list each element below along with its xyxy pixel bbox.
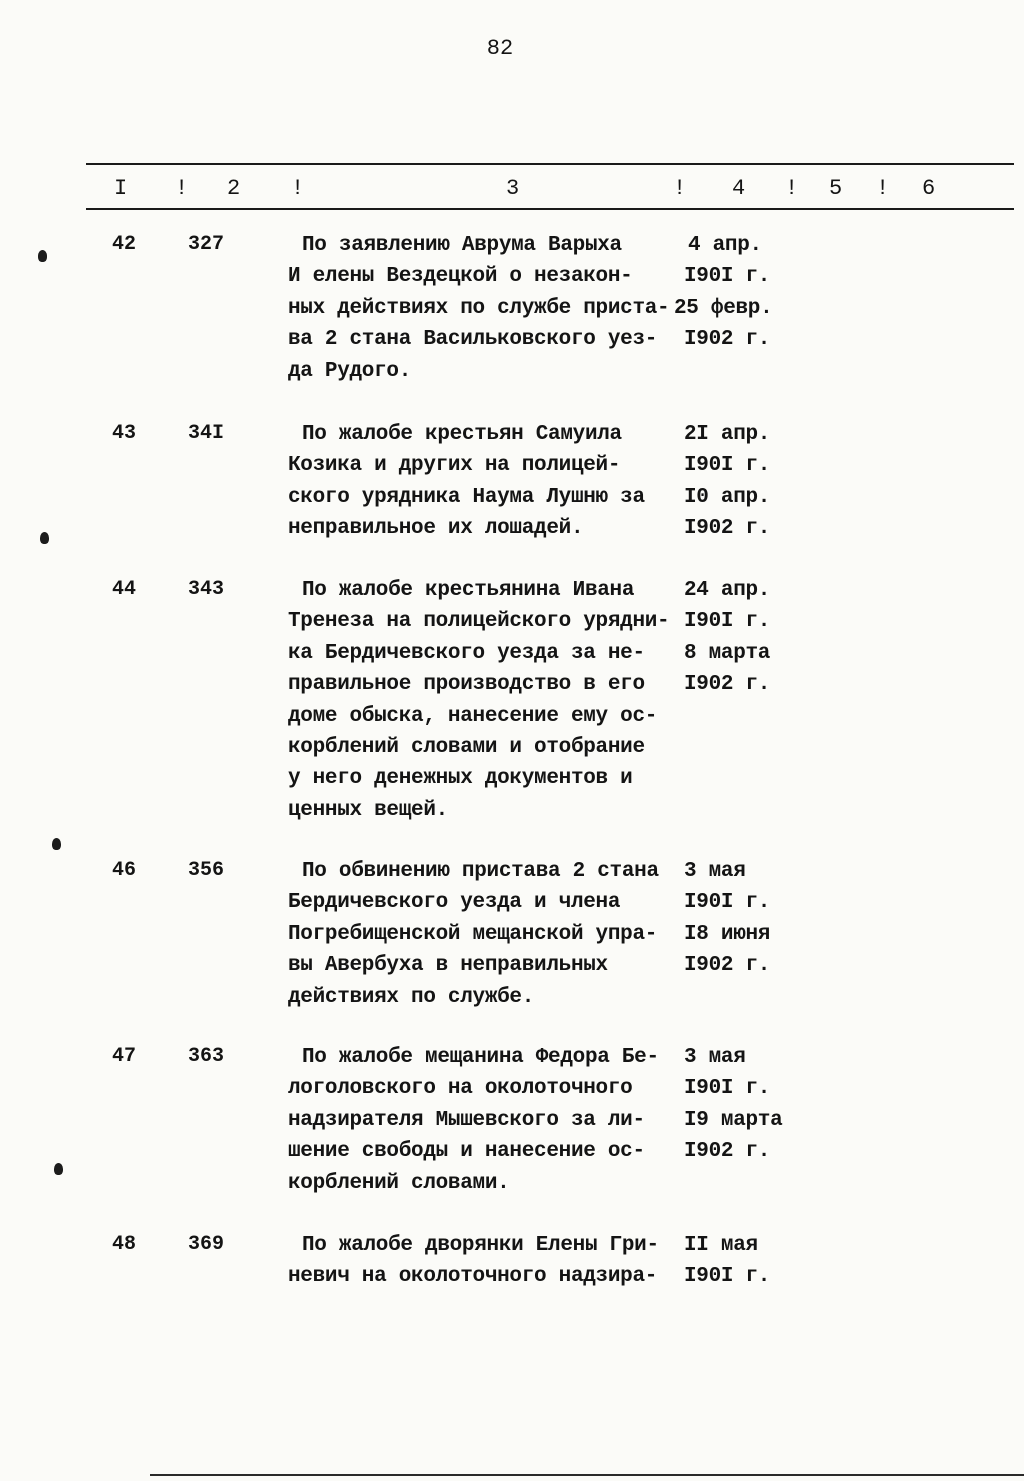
header-sep4: ! xyxy=(785,176,799,201)
date-line: I902 г. xyxy=(684,954,771,978)
header-col1: I xyxy=(114,176,128,201)
file-number: 34I xyxy=(188,422,225,445)
description-line: правильное производство в его xyxy=(288,673,645,697)
date-line: 8 марта xyxy=(684,641,771,665)
binding-mark xyxy=(40,532,49,544)
description-line: По жалобе крестьян Самуила xyxy=(302,423,622,446)
description-line: Погребищенской мещанской упра- xyxy=(288,922,658,946)
description-line: у него денежных документов и xyxy=(288,767,633,791)
date-line: I90I г. xyxy=(684,610,771,634)
description-line: ка Бердичевского уезда за не- xyxy=(288,641,645,665)
entry-dates xyxy=(684,419,814,545)
date-line: 2I апр. xyxy=(684,423,771,446)
description-line: ва 2 стана Васильковского уез- xyxy=(288,328,658,352)
description-line: логоловского на околоточного xyxy=(288,1077,633,1101)
description-line: корблений словами и отобрание xyxy=(288,735,645,759)
description-line: доме обыска, нанесение ему ос- xyxy=(288,704,658,728)
header-col3: 3 xyxy=(506,176,520,201)
entry-description xyxy=(288,1042,688,1199)
date-line: 3 мая xyxy=(684,860,746,883)
date-line: 24 апр. xyxy=(684,579,771,602)
description-line: Бердичевского уезда и члена xyxy=(288,891,621,915)
header-sep3: ! xyxy=(673,176,687,201)
description-line: корблений словами. xyxy=(288,1171,510,1195)
description-line: По жалобе крестьянина Ивана xyxy=(302,579,635,602)
binding-mark xyxy=(54,1163,63,1175)
entry-dates xyxy=(674,230,814,356)
entry-description xyxy=(288,575,688,826)
description-line: ценных вещей. xyxy=(288,798,448,822)
date-line: I8 июня xyxy=(684,922,771,946)
header-top-rule xyxy=(86,163,1014,165)
date-line: I902 г. xyxy=(684,673,771,697)
date-line: I902 г. xyxy=(684,517,771,541)
description-line: действиях по службе. xyxy=(288,985,535,1009)
description-line: да Рудого. xyxy=(288,359,412,383)
entry-description xyxy=(288,856,688,1013)
date-line: I90I г. xyxy=(684,1077,771,1101)
header-sep5: ! xyxy=(876,176,890,201)
entry-dates xyxy=(684,1042,814,1168)
date-line: I90I г. xyxy=(684,1265,771,1289)
file-number: 343 xyxy=(188,578,225,601)
date-line: I90I г. xyxy=(684,265,771,289)
entry-number: 42 xyxy=(112,233,137,256)
date-line: I0 апр. xyxy=(684,485,771,509)
bottom-edge-rule xyxy=(150,1474,1024,1476)
description-line: По жалобе дворянки Елены Гри- xyxy=(302,1234,659,1257)
entry-description xyxy=(288,419,688,545)
description-line: И елены Вездецкой о незакон- xyxy=(288,265,633,289)
description-line: По заявлению Аврума Варыха xyxy=(302,234,622,257)
description-line: Тренеза на полицейского урядни- xyxy=(288,610,670,634)
header-col5: 5 xyxy=(829,176,843,201)
entry-number: 47 xyxy=(112,1045,137,1068)
file-number: 327 xyxy=(188,233,225,256)
description-line: шение свободы и нанесение ос- xyxy=(288,1140,645,1164)
date-line: I902 г. xyxy=(684,328,771,352)
entry-number: 46 xyxy=(112,859,137,882)
description-line: надзирателя Мышевского за ли- xyxy=(288,1108,645,1132)
description-line: ского урядника Наума Лушню за xyxy=(288,485,645,509)
file-number: 363 xyxy=(188,1045,225,1068)
page-number: 82 xyxy=(486,36,514,61)
entry-description xyxy=(288,230,688,387)
date-line: 4 апр. xyxy=(688,234,762,257)
header-col2: 2 xyxy=(227,176,241,201)
header-col6: 6 xyxy=(922,176,936,201)
header-col4: 4 xyxy=(732,176,746,201)
description-line: По жалобе мещанина Федора Бе- xyxy=(302,1046,659,1069)
entry-number: 44 xyxy=(112,578,137,601)
description-line: неправильное их лошадей. xyxy=(288,517,584,541)
description-line: вы Авербуха в неправильных xyxy=(288,954,608,978)
entry-number: 43 xyxy=(112,422,137,445)
date-line: 25 февр. xyxy=(674,296,773,320)
date-line: I9 марта xyxy=(684,1108,783,1132)
date-line: I90I г. xyxy=(684,454,771,478)
date-line: I902 г. xyxy=(684,1140,771,1164)
date-line: II мая xyxy=(684,1234,758,1257)
description-line: Козика и других на полицей- xyxy=(288,454,621,478)
binding-mark xyxy=(38,250,47,262)
file-number: 356 xyxy=(188,859,225,882)
entry-number: 48 xyxy=(112,1233,137,1256)
header-sep1: ! xyxy=(175,176,189,201)
entry-dates xyxy=(684,856,814,982)
date-line: 3 мая xyxy=(684,1046,746,1069)
header-bottom-rule xyxy=(86,208,1014,210)
description-line: ных действиях по службе приста- xyxy=(288,296,670,320)
header-sep2: ! xyxy=(291,176,305,201)
entry-description xyxy=(288,1230,688,1293)
entry-dates xyxy=(684,1230,814,1293)
description-line: По обвинению пристава 2 стана xyxy=(302,860,659,883)
binding-mark xyxy=(52,838,61,850)
file-number: 369 xyxy=(188,1233,225,1256)
date-line: I90I г. xyxy=(684,891,771,915)
description-line: невич на околоточного надзира- xyxy=(288,1265,658,1289)
table-header xyxy=(0,176,1024,202)
entry-dates xyxy=(684,575,814,701)
